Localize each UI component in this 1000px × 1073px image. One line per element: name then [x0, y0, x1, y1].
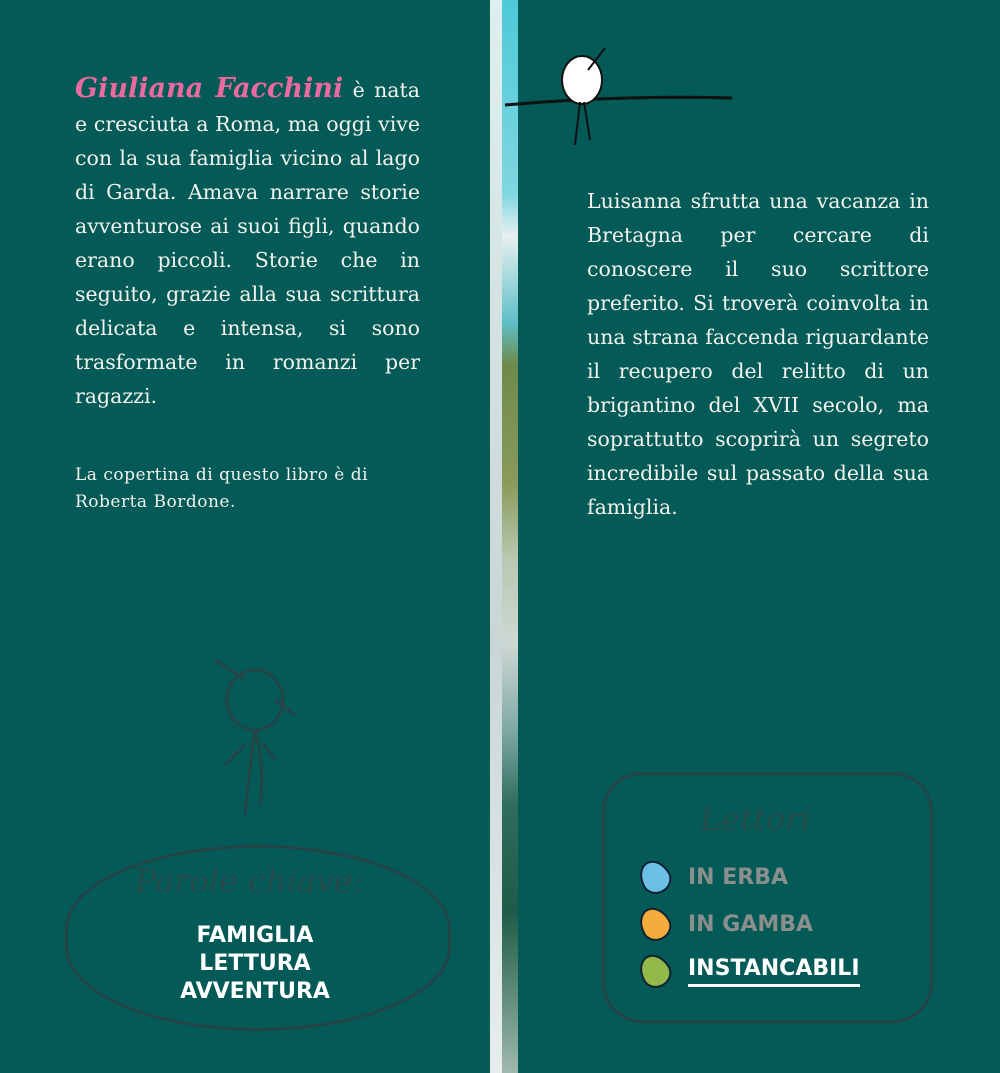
level-label: IN GAMBA — [688, 911, 814, 937]
level-label-selected: INSTANCABILI — [688, 956, 860, 987]
leaf-icon — [634, 855, 677, 899]
cover-spine-strip — [490, 0, 518, 1073]
bio-text: è nata e cresciuta a Roma, ma oggi vive con la sua famiglia vicino al lago di Garda. Amava narrare storie avventurose ai suoi figli, quando erano piccoli. Storie che in seguito, grazie alla sua scrittura delicata e intensa, si sono trasformate in romanzi per ragazzi. — [75, 78, 420, 408]
reader-level-in-gamba — [640, 907, 813, 941]
bird-icon — [205, 655, 305, 825]
readers-title: Lettori — [700, 800, 811, 838]
cover-credit: La copertina di questo libro è di Roberta Bordone. — [75, 465, 369, 512]
author-name: Giuliana Facchini — [75, 73, 344, 104]
bird-on-wire-icon — [500, 40, 740, 160]
leaf-icon — [634, 949, 677, 993]
level-label: IN ERBA — [688, 864, 789, 890]
keyword: AVVENTURA — [180, 979, 330, 1004]
leaf-icon — [634, 902, 677, 946]
keywords-title: Parole chiave: — [135, 862, 364, 900]
reader-level-in-erba — [640, 860, 788, 894]
keyword: FAMIGLIA — [196, 923, 314, 948]
synopsis: Luisanna sfrutta una vacanza in Bretagna per cercare di conoscere il suo scrittore preferito. Si troverà coinvolta in una strana faccenda riguardante il recupero del relitto di un brigantino del XVII secolo, ma soprattutto scoprirà un segreto incredibile sul passato della sua famiglia. — [587, 189, 929, 519]
keyword: LETTURA — [199, 951, 311, 976]
keywords-list — [150, 922, 360, 1006]
reader-level-instancabili — [640, 954, 860, 988]
author-bio — [75, 72, 420, 413]
